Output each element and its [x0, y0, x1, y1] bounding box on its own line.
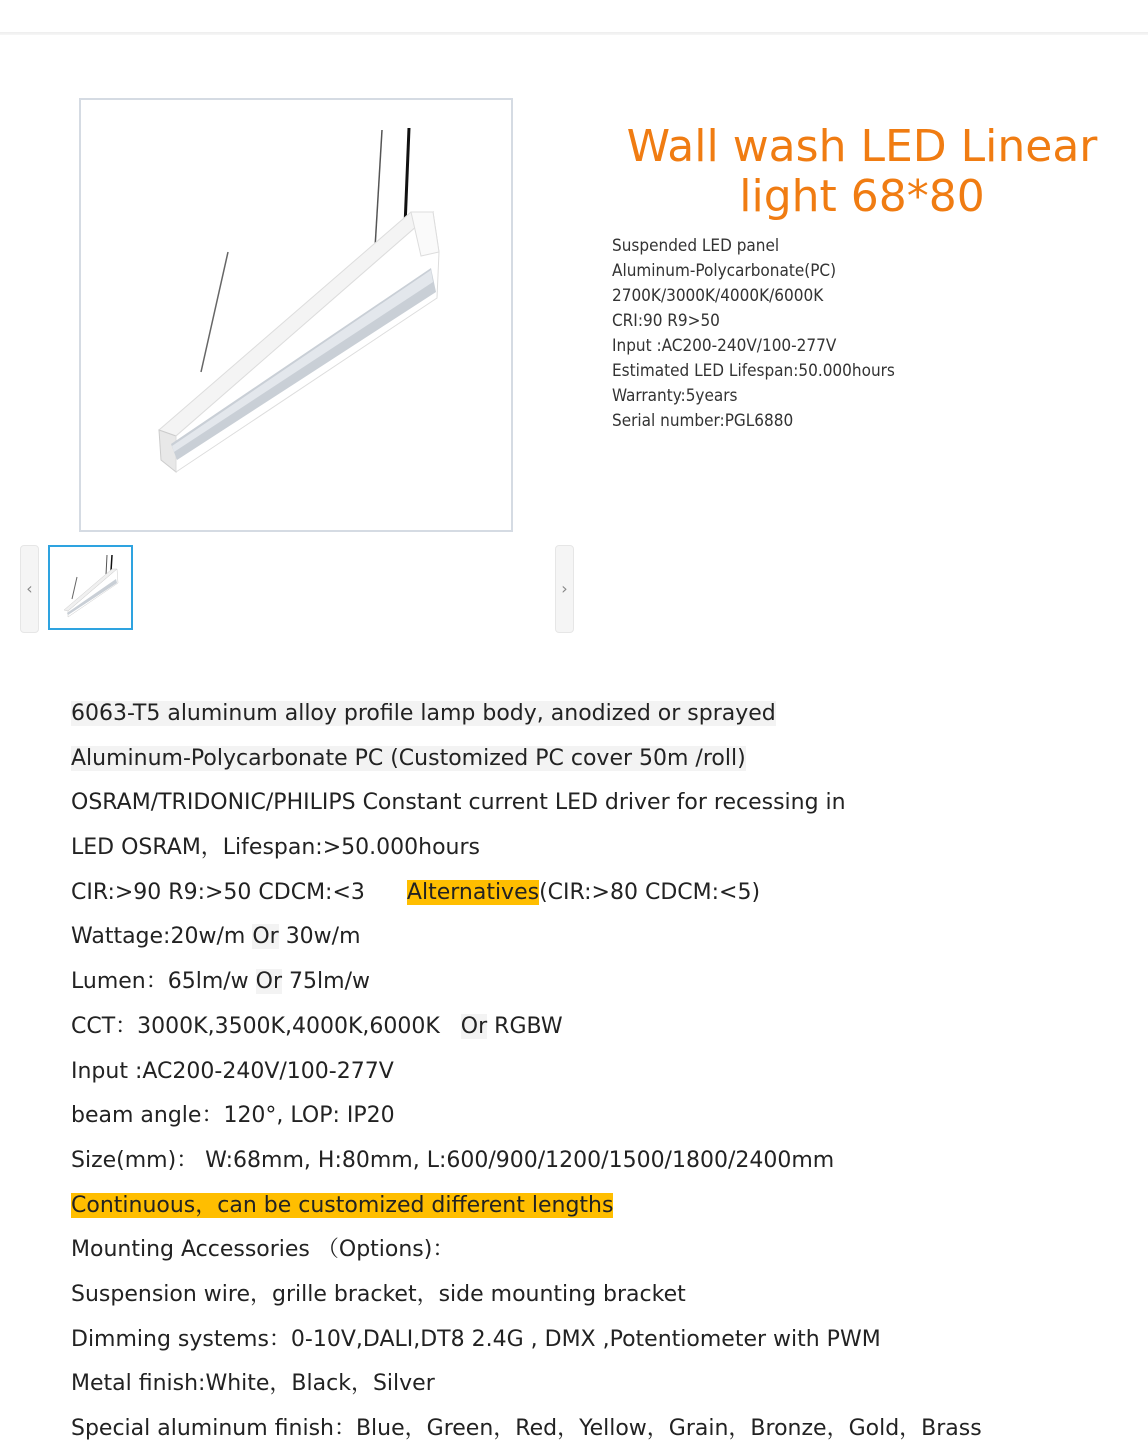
product-summary — [612, 234, 895, 434]
spec-cri-main: CIR:>90 R9:>50 CDCM:<3 — [71, 879, 365, 905]
spec-metal-finish: Metal finish:White，Black，Silver — [71, 1371, 435, 1397]
spec-driver: OSRAM/TRIDONIC/PHILIPS Constant current LED driver for recessing in — [71, 790, 846, 816]
spec-lumen-b: 75lm/w — [289, 969, 370, 995]
summary-item: 2700K/3000K/4000K/6000K — [612, 286, 824, 306]
spec-special-finish: Special aluminum finish：Blue，Green，Red，Yellow，Grain，Bronze，Gold，Brass — [71, 1416, 982, 1441]
alternatives-badge: Alternatives — [406, 879, 540, 905]
spec-dimming: Dimming systems：0-10V,DALI,DT8 2.4G , DMX ,Potentiometer with PWM — [71, 1326, 881, 1352]
spec-lumen — [71, 960, 1131, 1005]
summary-item: Suspended LED panel — [612, 236, 780, 256]
summary-item: CRI:90 R9>50 — [612, 311, 720, 331]
spec-mounting-items: Suspension wire，grille bracket，side mounting bracket — [71, 1281, 686, 1307]
summary-item: Serial number:PGL6880 — [612, 411, 794, 431]
spec-cct — [71, 1005, 1131, 1050]
chevron-right-icon: › — [561, 579, 568, 598]
spec-wattage-b: 30w/m — [285, 924, 361, 950]
spec-lumen-a: Lumen：65lm/w — [71, 969, 249, 995]
continuous-highlight: Continuous，can be customized different lengths — [71, 1192, 614, 1218]
summary-item: Input :AC200-240V/100-277V — [612, 336, 837, 356]
summary-item: Aluminum-Polycarbonate(PC) — [612, 261, 837, 281]
spec-cct-b: RGBW — [494, 1013, 563, 1039]
gallery-prev-button[interactable] — [20, 545, 39, 633]
summary-item: Estimated LED Lifespan:50.000hours — [612, 361, 895, 381]
gallery-thumbnail[interactable] — [48, 545, 133, 630]
summary-item: Warranty:5years — [612, 386, 738, 406]
spec-body — [71, 692, 1131, 737]
product-main-image[interactable] — [79, 98, 513, 532]
spec-cct-a: CCT：3000K,3500K,4000K,6000K — [71, 1013, 440, 1039]
spec-wattage-a: Wattage:20w/m — [71, 924, 246, 950]
spec-continuous — [71, 1184, 1131, 1229]
spec-size: Size(mm)： W:68mm, H:80mm, L:600/900/1200/1500/1800/2400mm — [71, 1147, 835, 1173]
gallery-next-button[interactable] — [555, 545, 574, 633]
linear-light-illustration — [81, 100, 511, 530]
spec-beam: beam angle：120°, LOP: IP20 — [71, 1103, 395, 1129]
spec-input: Input :AC200-240V/100-277V — [71, 1058, 394, 1084]
spec-list — [71, 692, 1131, 1452]
spec-cri-alt: (CIR:>80 CDCM:<5) — [539, 879, 761, 905]
or-label: Or — [460, 1013, 488, 1039]
spec-cover — [71, 737, 1131, 782]
spec-led: LED OSRAM，Lifespan:>50.000hours — [71, 835, 480, 861]
spec-cri — [71, 871, 1131, 916]
product-title: Wall wash LED Linear light 68*80 — [626, 121, 1098, 222]
spec-wattage — [71, 915, 1131, 960]
spec-cover-text: Aluminum-Polycarbonate PC (Customized PC cover 50m /roll) — [71, 745, 746, 771]
or-label: Or — [252, 924, 279, 950]
chevron-left-icon: ‹ — [26, 579, 33, 598]
spec-body-text: 6063-T5 aluminum alloy profile lamp body, anodized or sprayed — [71, 701, 776, 726]
thumbnail-image — [50, 547, 131, 628]
or-label: Or — [255, 969, 283, 995]
header-divider — [0, 32, 1148, 35]
spec-mounting-title: Mounting Accessories （Options)： — [71, 1237, 455, 1263]
